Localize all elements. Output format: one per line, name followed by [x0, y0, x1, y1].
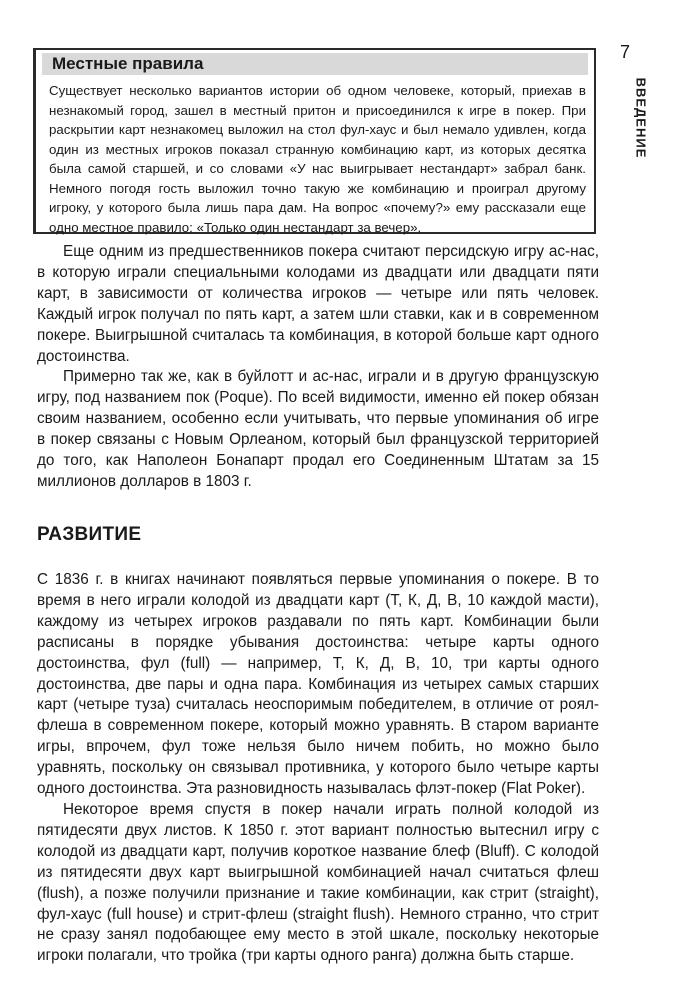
sidebar-title: Местные правила: [52, 54, 204, 73]
intro-text: [37, 242, 599, 493]
paragraph: С 1836 г. в книгах начинают появляться первые упоминания о покере. В то время в него играли колодой из двадцати карт (Т, К, Д, В, 10 каждой масти), каждому из четырех игроков раздавали по пять карт. Комбинации были расписаны в порядке убывания достоинства: четыре карты одного достоинства, фул (full) — например, Т, К, Д, В, 10, три карты одного достоинства, две пары и одна пара. Комбинация из четырех самых старших карт (четыре туза) считалась неоспоримым победителем, в отличие от роял-флеша в современном покере, который можно уравнять. В старом варианте игры, впрочем, фул тоже нельзя было ничем побить, но можно было уравнять, поскольку он связывал противника, у которого было четыре карты одного достоинства. Эта разновидность называлась флэт-покер (Flat Poker).: [37, 571, 599, 798]
section-text: [37, 570, 599, 967]
paragraph: Еще одним из предшественников покера считают персидскую игру ас-нас, в которую играли специальными колодами из двадцати или двадцати пяти карт, в зависимости от количества игроков — четыре или пять человек. Каждый игрок получал по пять карт, а затем шли ставки, как и в современном покере. Выигрышной считалась та комбинация, в которой больше карт одного достоинства.: [37, 243, 599, 365]
sidebar-text: Существует несколько вариантов истории об одном человеке, который, приехав в незнакомый город, зашел в местный притон и присоединился к игре в покер. При раскрытии карт незнакомец выложил на стол фул-хаус и был немало удивлен, когда один из местных игроков показал странную комбинацию карт, из которых десятка была самой старшей, и со словами «У нас выигрывает нестандарт» забрал банк. Немного погодя гость выложил точно такую же комбинацию и проиграл другому игроку, у которого была лишь пара дам. На вопрос «почему?» ему рассказали еще одно местное правило: «Только один нестандарт за вечер».: [49, 83, 586, 235]
chapter-side-label: ВВЕДЕНИЕ: [633, 77, 649, 159]
page-number: 7: [620, 42, 631, 62]
paragraph: Некоторое время спустя в покер начали играть полной колодой из пятидесяти двух листов. К 1850 г. этот вариант полностью вытеснил игру с колодой из двадцати карт, получив короткое название блеф (Bluff). С колодой из пятидесяти двух карт выигрышной комбинацией начал считаться флеш (flush), а позже получили признание и такие комбинации, как стрит (straight), фул-хаус (full house) и стрит-флеш (straight flush). Немного странно, что стрит не сразу занял подобающее ему место в этой шкале, поскольку некоторые игроки полагали, что тройка (три карты одного ранга) должна быть старше.: [37, 800, 599, 965]
sidebar-box: [33, 48, 596, 234]
paragraph: Примерно так же, как в буйлотт и ас-нас, играли и в другую французскую игру, под названием пок (Poque). По всей видимости, именно ей покер обязан своим названием, особенно если учитывать, что первые упоминания об игре в покер связаны с Новым Орлеаном, который был французской территорией до того, как Наполеон Бонапарт продал его Соединенным Штатам за 15 миллионов долларов в 1803 г.: [37, 368, 599, 490]
section-heading: РАЗВИТИЕ: [37, 524, 142, 545]
sidebar-header: [42, 53, 588, 75]
